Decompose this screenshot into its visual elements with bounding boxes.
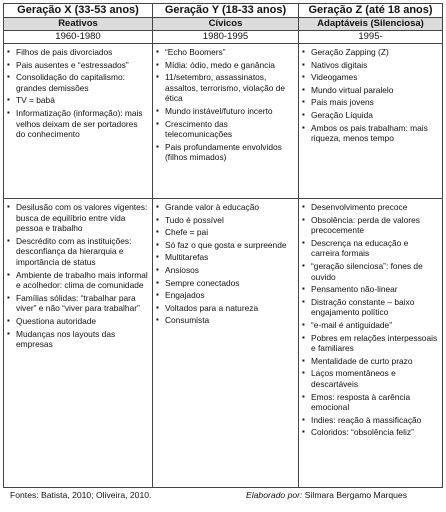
list-item: ▪ Desilusão com os valores vigentes: busca de equilíbrio entre vida pessoa e trabalho — [7, 202, 149, 234]
col-z-traits — [298, 199, 442, 488]
col-y-context — [152, 44, 298, 198]
list-item: ▪ “Echo Boomers” — [156, 47, 295, 58]
list-item: ▪ Grande valor à educação — [156, 202, 295, 213]
list-item: ▪ Coloridos: “obsolência feliz” — [302, 427, 439, 438]
list-item: ▪ Ambos os pais trabalham: mais riqueza, menos tempo — [302, 123, 439, 144]
header-title-row — [4, 4, 442, 18]
list-item: ▪ Pensamento não-linear — [302, 284, 439, 295]
credit-label: Elaborado por: — [246, 490, 303, 500]
list-item: ▪ Indies: reação à massificação — [302, 415, 439, 426]
sources-note: Fontes: Batista, 2010; Oliveira, 2010. — [10, 490, 152, 500]
col-y-traits — [152, 199, 298, 488]
list-item: ▪ Pais profundamente envolvidos (filhos mimados) — [156, 142, 295, 163]
col-x-years: 1960-1980 — [55, 31, 101, 42]
list-item: ▪ “e-mail é antiguidade” — [302, 320, 439, 331]
list-item: ▪ Tudo é possível — [156, 215, 295, 226]
col-z-years: 1995- — [298, 31, 442, 43]
list-item: ▪ Emos: resposta à carência emocional — [302, 392, 439, 413]
header-label-row — [4, 18, 442, 31]
list-item: ▪ Consumista — [156, 315, 295, 326]
col-x-traits — [4, 199, 152, 488]
generations-table — [3, 3, 443, 488]
credit-name: Silmara Bergamo Marques — [304, 490, 407, 500]
list-item: ▪ Geração Zapping (Z) — [302, 47, 439, 58]
list-item: ▪ Multitarefas — [156, 252, 295, 263]
list-item: ▪ Filhos de pais divorciados — [7, 47, 149, 58]
list-item: ▪ 11/setembro, assassinatos, assaltos, terrorismo, violação de ética — [156, 72, 295, 104]
col-z-title: Geração Z (até 18 anos) — [298, 4, 442, 17]
list-item: ▪ Pobres em relações interpessoais e familiares — [302, 333, 439, 354]
list-item: ▪ Chefe = pai — [156, 227, 295, 238]
list-item: ▪ Obsolência: perda de valores precocemente — [302, 215, 439, 236]
header-years-row — [4, 31, 442, 44]
col-y-title: Geração Y (18-33 anos) — [152, 4, 298, 17]
list-item: ▪ Pais ausentes e “estressados” — [7, 60, 149, 71]
list-item: ▪ Ansiosos — [156, 265, 295, 276]
list-item: ▪ Sempre conectados — [156, 278, 295, 289]
list-item: ▪ Famílias sólidas: “trabalhar para viver” e não “viver para trabalhar” — [7, 293, 149, 314]
list-item: ▪ Descrença na educação e carreira formais — [302, 238, 439, 259]
context-row — [4, 44, 442, 199]
list-item: ▪ Distração constante – baixo engajamento político — [302, 297, 439, 318]
credit-line — [246, 490, 407, 500]
col-y-years: 1980-1995 — [152, 31, 298, 43]
list-item: ▪ Consolidação do capitalismo: grandes demissões — [7, 72, 149, 93]
traits-row — [4, 199, 442, 488]
col-x-context — [4, 44, 152, 198]
col-x-title: Geração X (33-53 anos) — [17, 4, 139, 16]
list-item: ▪ Crescimento das telecomunicações — [156, 119, 295, 140]
list-item: ▪ Mentalidade de curto prazo — [302, 356, 439, 367]
col-y-label: Cívicos — [152, 18, 298, 30]
list-item: ▪ “geração silenciosa”: fones de ouvido — [302, 261, 439, 282]
list-item: ▪ Geração Líquida — [302, 110, 439, 121]
list-item: ▪ Voltados para a natureza — [156, 303, 295, 314]
list-item: ▪ Engajados — [156, 290, 295, 301]
col-z-context — [298, 44, 442, 198]
list-item: ▪ Mídia: ódio, medo e ganância — [156, 60, 295, 71]
list-item: ▪ Ambiente de trabalho mais informal e acolhedor: clima de comunidade — [7, 270, 149, 291]
list-item: ▪ TV = babá — [7, 95, 149, 106]
list-item: ▪ Só faz o que gosta e surpreende — [156, 240, 295, 251]
list-item: ▪ Descrédito com as instituições: desconfiança da hierarquia e importância de status — [7, 236, 149, 268]
list-item: ▪ Pais mais jovens — [302, 97, 439, 108]
list-item: ▪ Nativos digitais — [302, 60, 439, 71]
list-item: ▪ Mundo instável/futuro incerto — [156, 106, 295, 117]
col-z-label: Adaptáveis (Silenciosa) — [298, 18, 442, 30]
list-item: ▪ Videogames — [302, 72, 439, 83]
list-item: ▪ Mudanças nos layouts das empresas — [7, 329, 149, 350]
list-item: ▪ Informatização (informação): mais velhos deixam de ser portadores do conhecimento — [7, 108, 149, 140]
list-item: ▪ Laços momentâneos e descartáveis — [302, 368, 439, 389]
list-item: ▪ Mundo virtual paralelo — [302, 85, 439, 96]
col-x-label: Reativos — [58, 18, 98, 29]
list-item: ▪ Questiona autoridade — [7, 316, 149, 327]
list-item: ▪ Desenvolvimento precoce — [302, 202, 439, 213]
